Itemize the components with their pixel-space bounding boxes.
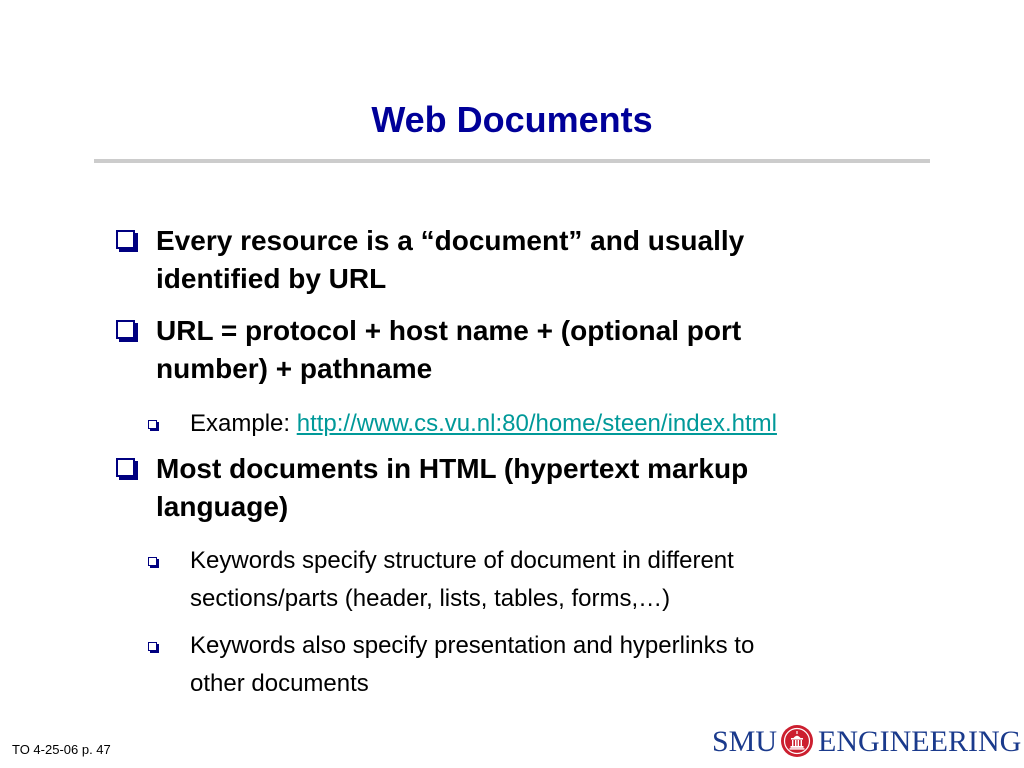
example-line xyxy=(190,405,950,443)
small-square-bullet-icon xyxy=(148,557,157,566)
bullet-line: Keywords also specify presentation and hyperlinks to xyxy=(190,632,755,659)
small-square-bullet-icon xyxy=(148,420,157,429)
sub-bullet-keywords-structure xyxy=(190,542,950,618)
bullet-item-url-format xyxy=(156,312,856,388)
sub-bullet-example xyxy=(190,405,950,443)
sub-bullet-keywords-presentation xyxy=(190,627,950,703)
bullet-line: number) + pathname xyxy=(156,353,433,384)
logo-smu-text: SMU xyxy=(712,725,778,758)
square-bullet-icon xyxy=(116,320,135,339)
square-bullet-icon xyxy=(116,458,135,477)
example-label: Example: xyxy=(190,410,297,437)
bullet-line: URL = protocol + host name + (optional port xyxy=(156,315,742,346)
bullet-line: Most documents in HTML (hypertext markup xyxy=(156,453,749,484)
smu-seal-icon xyxy=(780,724,814,758)
bullet-line: identified by URL xyxy=(156,263,387,294)
smu-engineering-logo xyxy=(712,722,1022,762)
bullet-line: Keywords specify structure of document in different xyxy=(190,547,734,574)
bullet-line: sections/parts (header, lists, tables, forms,…) xyxy=(190,585,671,612)
slide-title: Web Documents xyxy=(371,99,653,140)
bullet-item-documents xyxy=(156,222,856,298)
small-square-bullet-icon xyxy=(148,642,157,651)
bullet-line: Every resource is a “document” and usually xyxy=(156,225,745,256)
footer-reference: TO 4-25-06 p. 47 xyxy=(12,742,111,757)
example-url-link[interactable]: http://www.cs.vu.nl:80/home/steen/index.html xyxy=(296,410,777,437)
bullet-item-html xyxy=(156,450,856,526)
bullet-line: language) xyxy=(156,491,289,522)
square-bullet-icon xyxy=(116,230,135,249)
logo-engineering-text: ENGINEERING xyxy=(818,725,1022,758)
bullet-line: other documents xyxy=(190,670,369,697)
